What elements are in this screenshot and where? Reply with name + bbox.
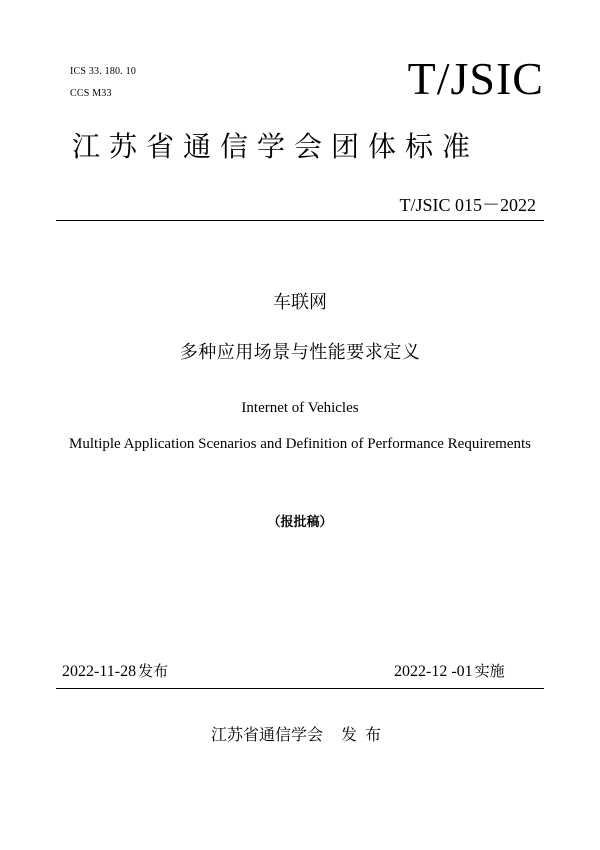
implement-date: 2022-12 -01 (394, 663, 473, 680)
implement-date-line (394, 660, 505, 681)
standard-number: T/JSIC 015－2022 (399, 195, 536, 215)
standard-brand: T/JSIC (407, 53, 544, 104)
publish-label: 发布 (138, 662, 169, 680)
title-en-main: Internet of Vehicles (241, 400, 359, 416)
title-cn-sub: 多种应用场景与性能要求定义 (179, 342, 421, 363)
implement-label: 实施 (474, 662, 505, 680)
title-cn-main: 车联网 (273, 292, 327, 313)
publisher-action: 发布 (341, 725, 390, 744)
publisher-line (0, 722, 600, 745)
draft-status: （报批稿） (267, 515, 333, 530)
ccs-code: CCS M33 (70, 88, 112, 99)
organization-standard-title: 江苏省通信学会团体标准 (72, 130, 480, 163)
bottom-divider (56, 688, 544, 689)
publisher-name: 江苏省通信学会 (210, 725, 323, 744)
publish-date-line (62, 660, 168, 681)
top-divider (56, 220, 544, 221)
title-en-sub: Multiple Application Scenarios and Definition of Performance Requirements (69, 436, 531, 452)
ics-code: ICS 33. 180. 10 (70, 66, 137, 77)
publish-date: 2022-11-28 (62, 663, 137, 680)
